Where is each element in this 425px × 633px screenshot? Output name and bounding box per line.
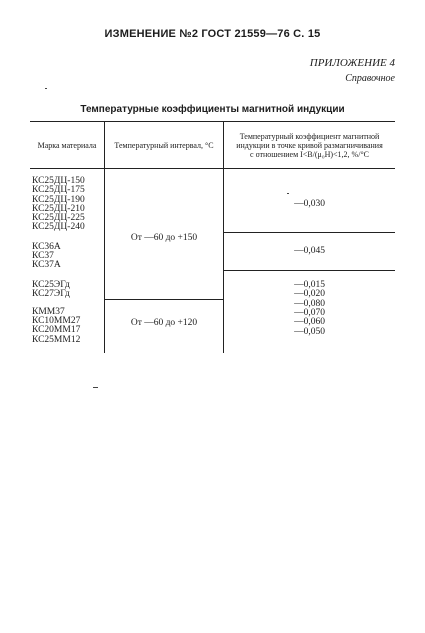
material-name: КС37 xyxy=(32,251,54,262)
appendix-block xyxy=(310,56,395,86)
table-row xyxy=(30,177,395,233)
coef-cell xyxy=(224,177,396,233)
material-name: КС25ДЦ-210 xyxy=(32,203,85,214)
material-name: КММ37 xyxy=(32,306,65,317)
material-name: КС25ДЦ-240 xyxy=(32,222,85,233)
coef-value: —0,050 xyxy=(294,326,325,337)
material-name: КС25ДЦ-175 xyxy=(32,185,85,196)
material-name: КС25ММ12 xyxy=(32,334,81,345)
appendix-title: ПРИЛОЖЕНИЕ 4 xyxy=(309,57,395,69)
scan-speck xyxy=(93,387,98,388)
table-header-row xyxy=(30,122,395,169)
material-name: КС37А xyxy=(32,260,61,271)
scan-speck xyxy=(287,193,289,194)
material-cell xyxy=(30,271,105,300)
col-coef-header-line: индукции в точке кривой размагничивания xyxy=(236,140,383,150)
page-header: ИЗМЕНЕНИЕ №2 ГОСТ 21559—76 С. 15 xyxy=(104,28,321,40)
range-cell xyxy=(105,177,224,300)
coef-value: —0,015 xyxy=(294,280,325,291)
table-row xyxy=(30,300,395,345)
coef-cell xyxy=(224,271,396,300)
material-name: КС25ДЦ-225 xyxy=(32,213,85,224)
material-name: КС25ЭГд xyxy=(32,279,70,290)
col-range-header: Температурный интервал, °С xyxy=(105,122,224,169)
col-coef-header xyxy=(224,122,396,169)
range-cell xyxy=(105,300,224,345)
appendix-subtitle: Справочное xyxy=(345,73,395,84)
col-coef-header-line: с отношением I<B/(μ₀H)<1,2, %/°С xyxy=(250,149,369,159)
material-name: КС25ДЦ-190 xyxy=(32,194,85,205)
material-name: КС10ММ27 xyxy=(32,316,81,327)
coef-value: —0,045 xyxy=(294,246,325,257)
range-value: От —60 до +150 xyxy=(130,233,198,244)
coef-value: —0,060 xyxy=(294,317,325,328)
col-material-header: Марка материала xyxy=(30,122,105,169)
material-name: КС20ММ17 xyxy=(32,325,81,336)
table-title: Температурные коэффициенты магнитной индукции xyxy=(80,104,345,115)
coef-cell xyxy=(224,300,396,345)
coef-value: —0,020 xyxy=(294,289,325,300)
material-name: КС36А xyxy=(32,241,61,252)
range-value: От —60 до +120 xyxy=(130,317,198,328)
col-coef-header-line: Температурный коэффициент магнитной xyxy=(239,131,380,141)
coefficients-table xyxy=(30,121,395,353)
material-cell xyxy=(30,233,105,271)
scan-speck xyxy=(45,88,47,89)
material-cell xyxy=(30,300,105,345)
material-cell xyxy=(30,177,105,233)
coef-value: —0,080 xyxy=(294,298,325,309)
coef-value: —0,070 xyxy=(294,308,325,319)
material-name: КС27ЭГд xyxy=(32,288,70,299)
coef-cell xyxy=(224,233,396,271)
coef-value: —0,030 xyxy=(294,198,325,209)
material-name: КС25ДЦ-150 xyxy=(32,176,85,186)
